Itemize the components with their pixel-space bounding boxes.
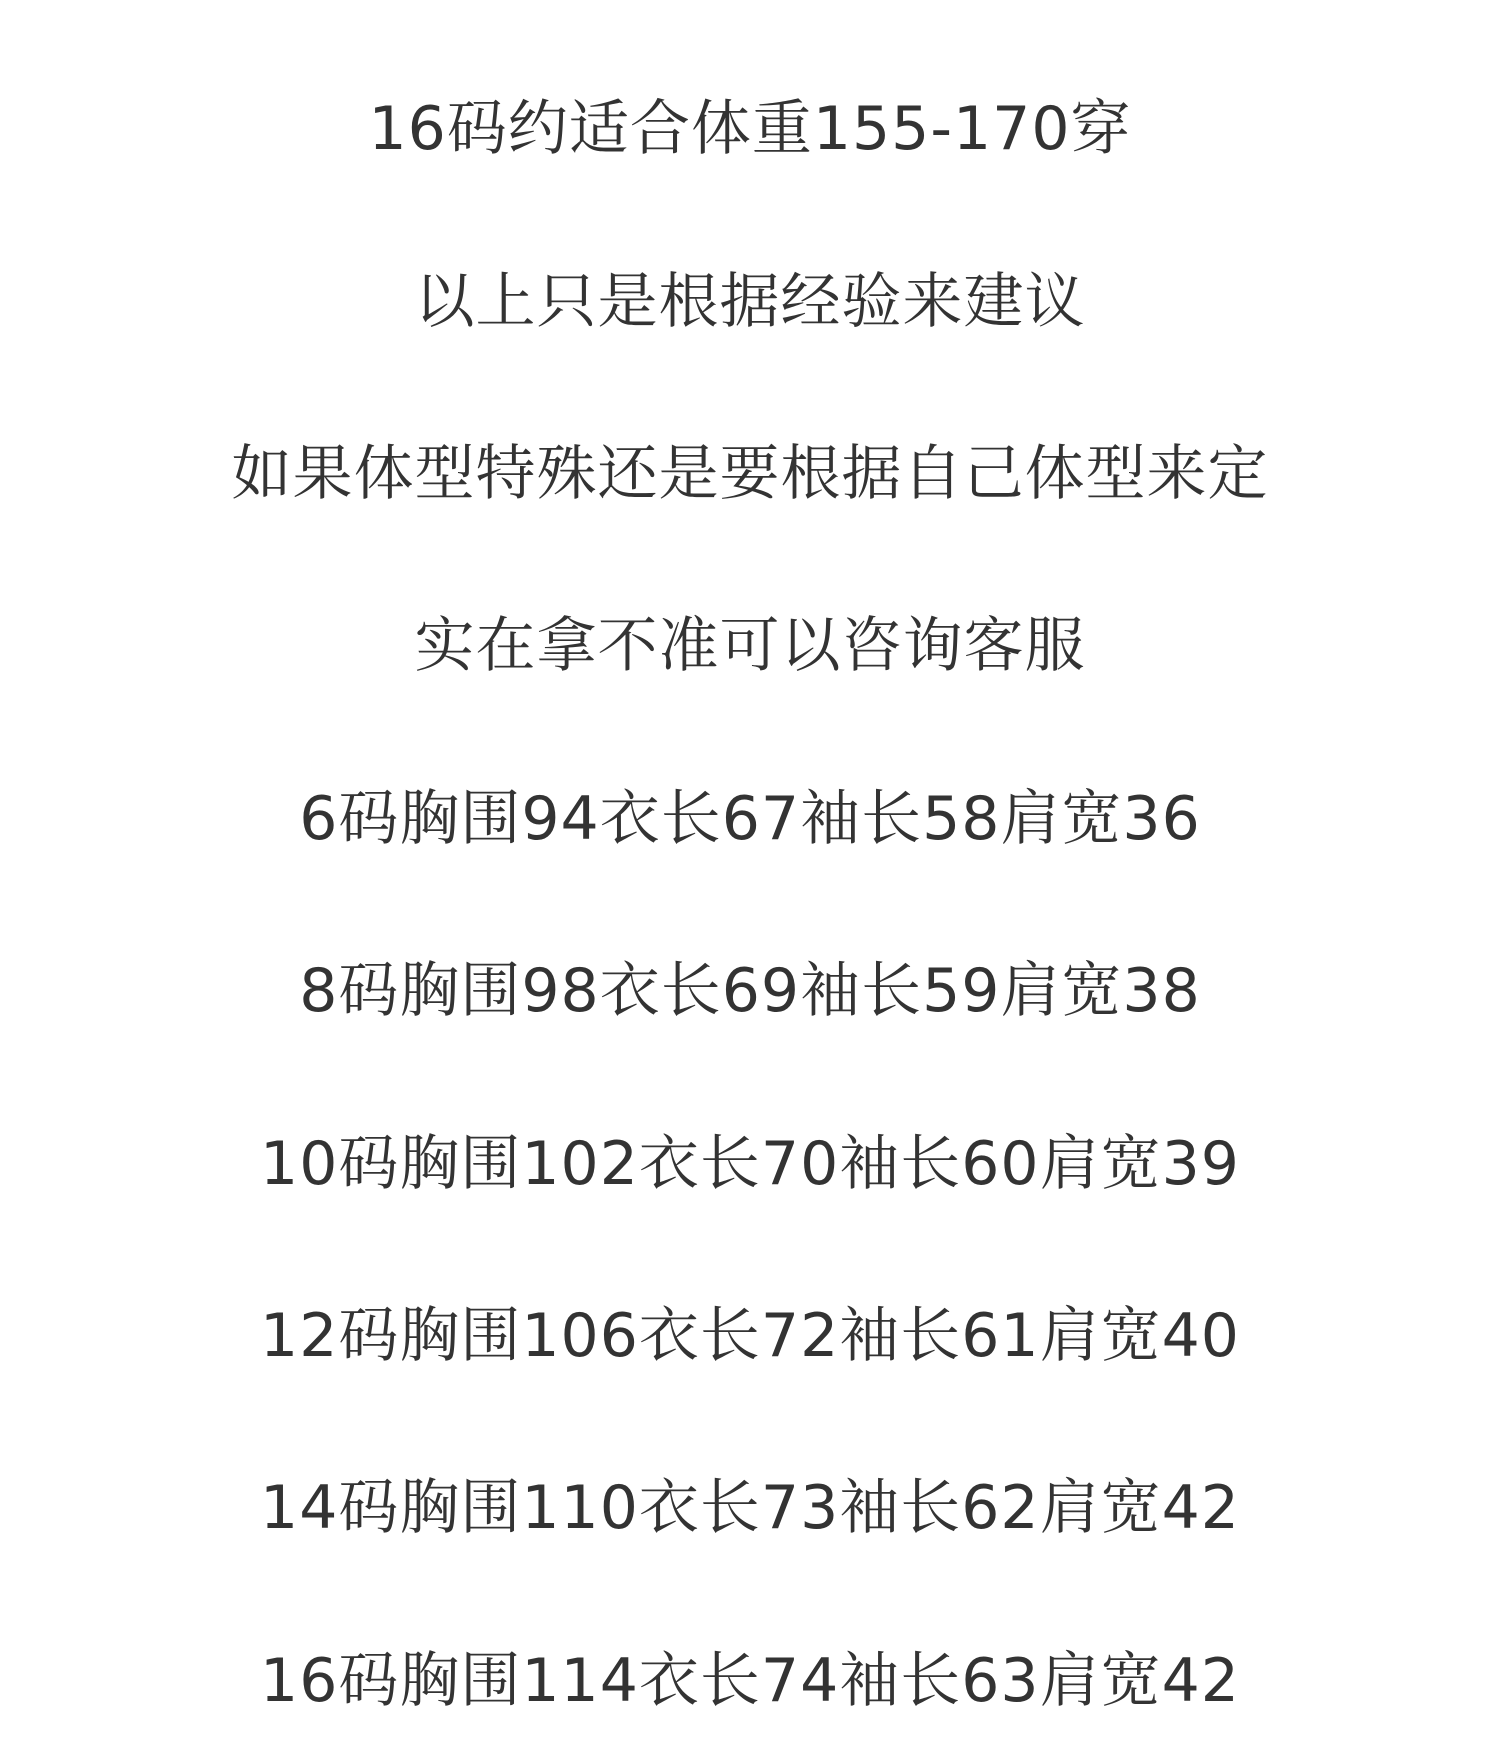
- customer-service-note: 实在拿不准可以咨询客服: [414, 611, 1086, 682]
- size-6-spec: 6码胸围94衣长67袖长58肩宽36: [299, 783, 1201, 854]
- size-16-spec: 16码胸围114衣长74袖长63肩宽42: [260, 1645, 1240, 1716]
- experience-advice-note: 以上只是根据经验来建议: [414, 266, 1086, 337]
- weight-fit-note: 16码约适合体重155-170穿: [368, 94, 1132, 165]
- size-14-spec: 14码胸围110衣长73袖长62肩宽42: [260, 1473, 1240, 1544]
- body-type-note: 如果体型特殊还是要根据自己体型来定: [231, 439, 1269, 510]
- size-10-spec: 10码胸围102衣长70袖长60肩宽39: [260, 1128, 1240, 1199]
- size-12-spec: 12码胸围106衣长72袖长61肩宽40: [260, 1301, 1240, 1372]
- size-8-spec: 8码胸围98衣长69袖长59肩宽38: [299, 956, 1201, 1027]
